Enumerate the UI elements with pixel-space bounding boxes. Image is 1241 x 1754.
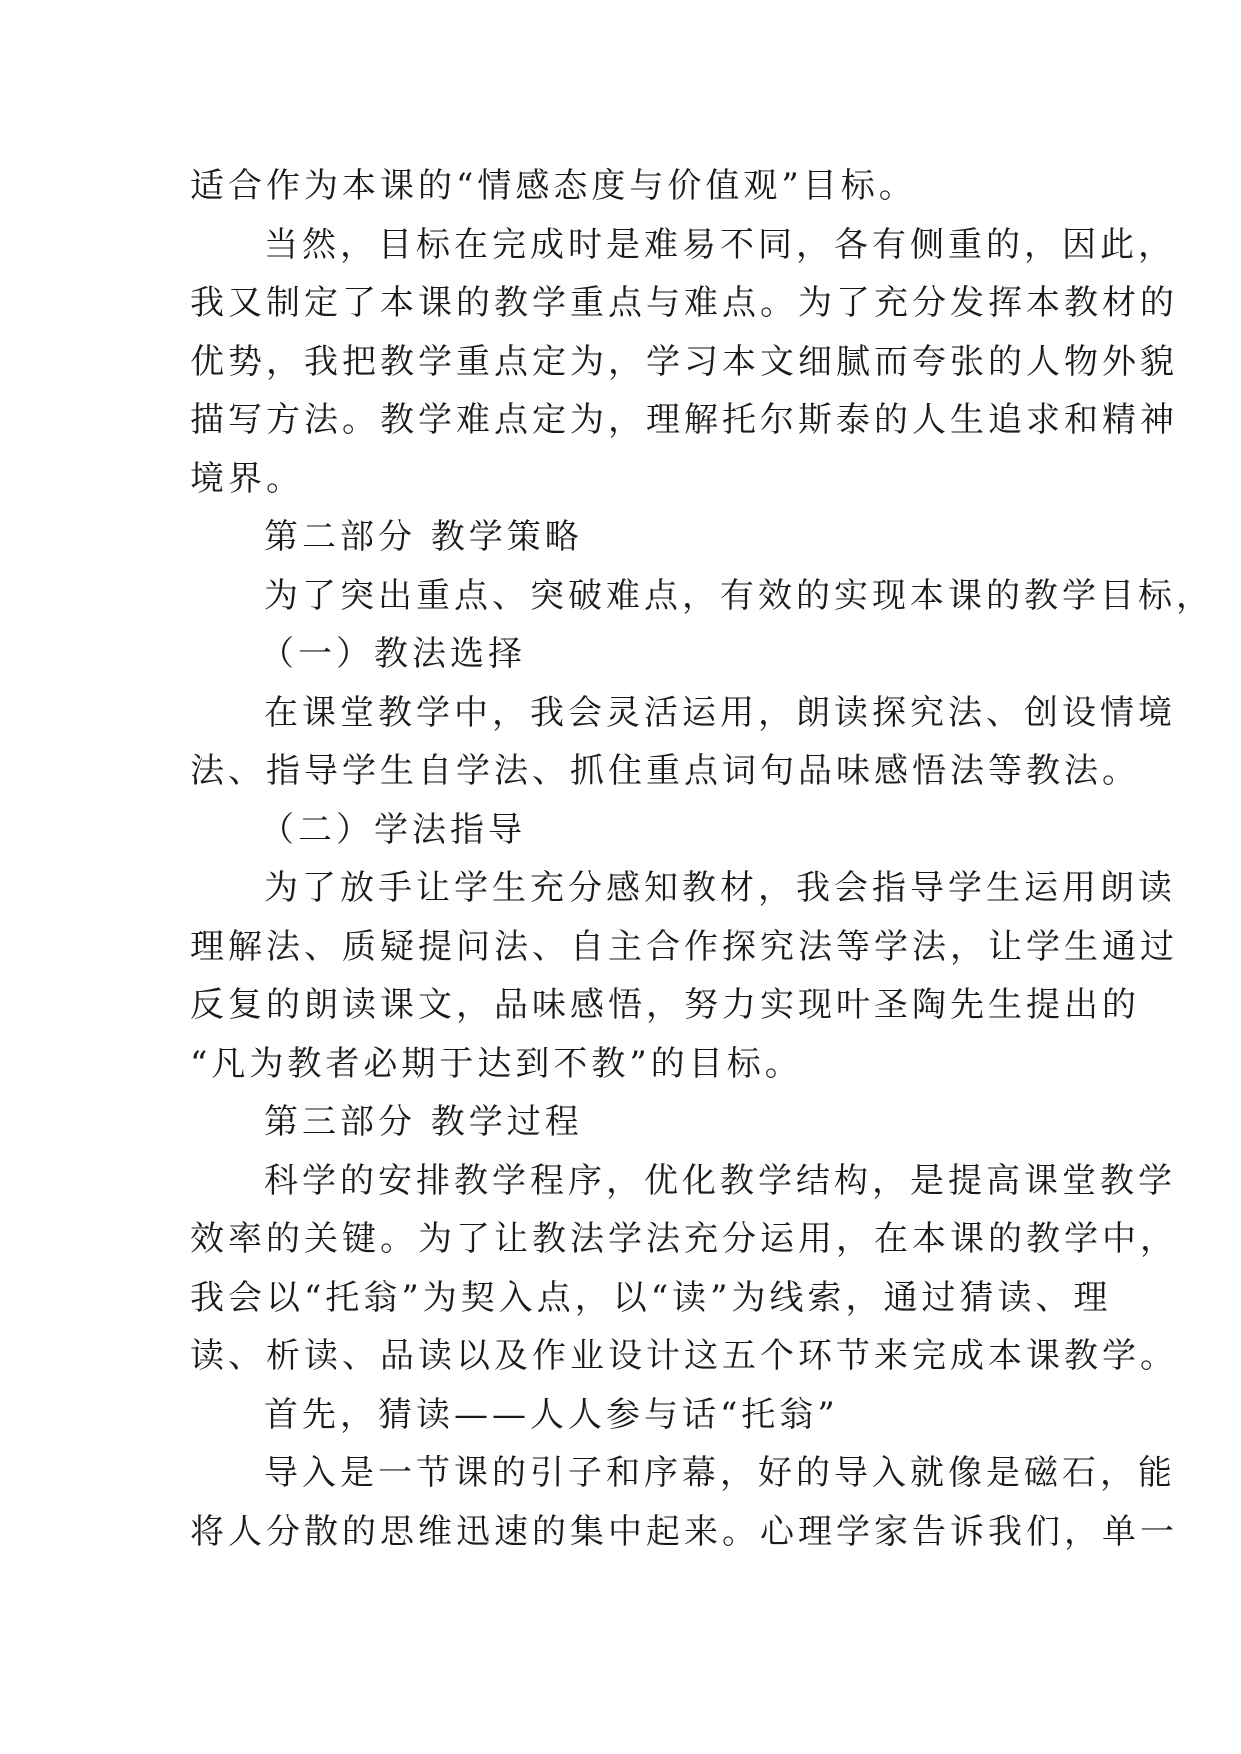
text-line: 我会以“托翁”为契入点，以“读”为线索，通过猜读、理 [190,1277,1112,1318]
sub-heading: （一）教法选择 [260,634,526,674]
text-line: 为了突出重点、突破难点，有效的实现本课的教学目标， [264,575,1214,616]
text-line: 优势，我把教学重点定为，学习本文细腻而夸张的人物外貌 [190,341,1178,382]
text-line: 理解法、质疑提问法、自主合作探究法等学法，让学生通过 [190,926,1178,967]
text-line: 描写方法。教学难点定为，理解托尔斯泰的人生追求和精神 [190,400,1178,440]
text-line: 将人分散的思维迅速的集中起来。心理学家告诉我们，单一 [190,1511,1178,1552]
text-line: 当然，目标在完成时是难易不同，各有侧重的，因此， [264,224,1176,265]
text-line: 境界。 [190,458,304,499]
text-line: 科学的安排教学程序，优化教学结构，是提高课堂教学 [264,1160,1176,1201]
text-line: 读、析读、品读以及作业设计这五个环节来完成本课教学。 [190,1336,1178,1376]
text-line: 我又制定了本课的教学重点与难点。为了充分发挥本教材的 [190,283,1178,323]
text-line: 反复的朗读课文，品味感悟，努力实现叶圣陶先生提出的 [190,985,1140,1025]
body-text [190,157,1214,1561]
text-line: 首先，猜读——人人参与话“托翁” [264,1394,839,1435]
text-line: 导入是一节课的引子和序幕，好的导入就像是磁石，能 [264,1453,1176,1493]
section-heading: 第二部分 教学策略 [264,517,583,557]
text-line: “凡为教者必期于达到不教”的目标。 [190,1043,803,1084]
section-heading: 第三部分 教学过程 [264,1102,583,1142]
text-line: 效率的关键。为了让教法学法充分运用，在本课的教学中， [190,1219,1178,1259]
text-line: 为了放手让学生充分感知教材，我会指导学生运用朗读 [264,868,1176,908]
text-line: 法、指导学生自学法、抓住重点词句品味感悟法等教法。 [190,751,1140,791]
text-line: 在课堂教学中，我会灵活运用，朗读探究法、创设情境 [264,692,1176,733]
text-line: 适合作为本课的“情感态度与价值观”目标。 [190,166,917,206]
sub-heading: （二）学法指导 [260,809,526,850]
